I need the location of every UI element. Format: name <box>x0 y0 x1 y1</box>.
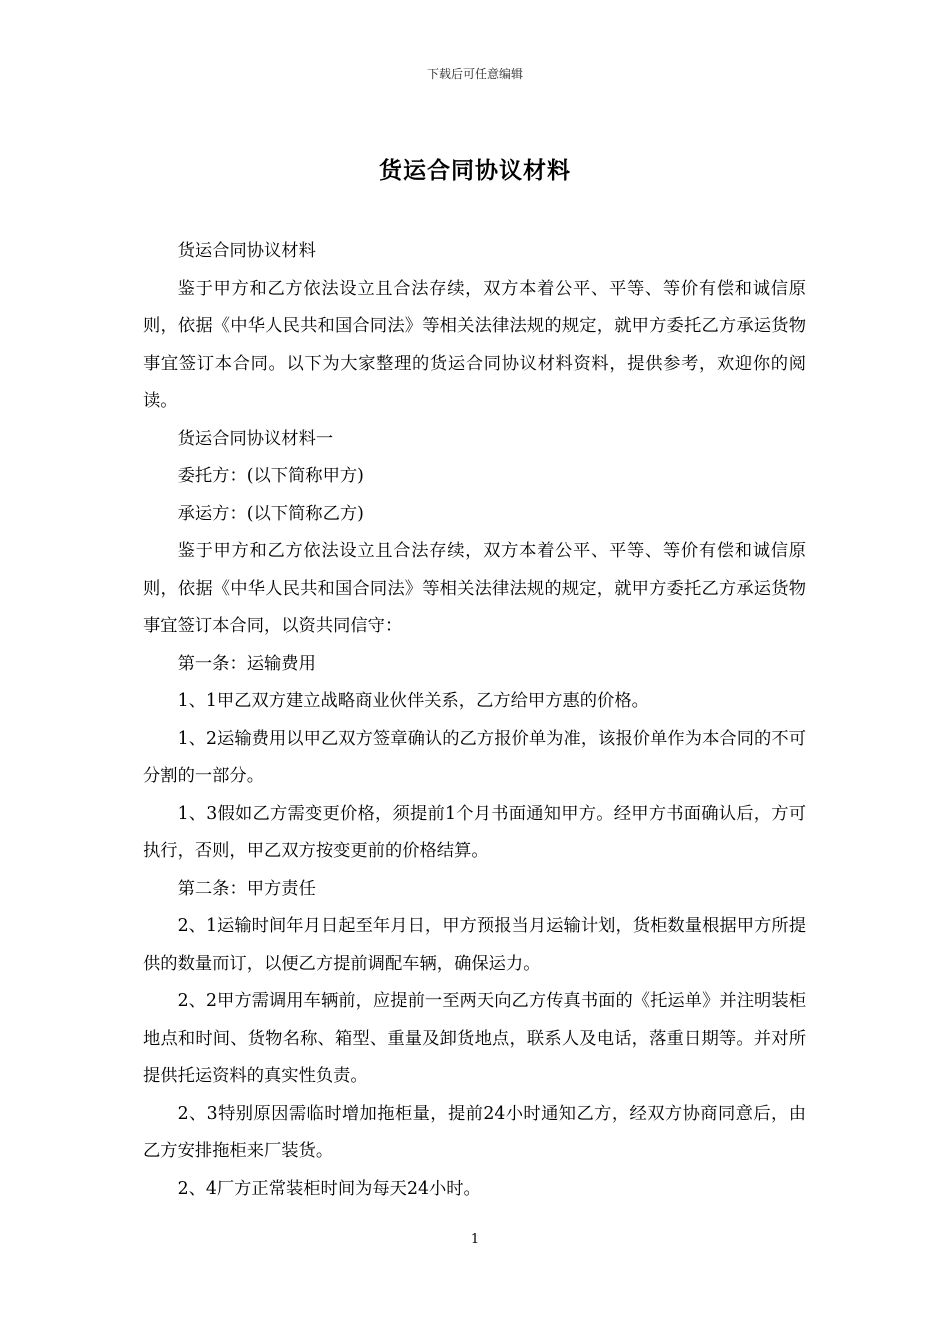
document-body <box>143 233 806 1208</box>
page-number: 1 <box>470 1232 480 1247</box>
paragraph: 1、2运输费用以甲乙双方签章确认的乙方报价单为准，该报价单作为本合同的不可分割的一部分。 <box>143 728 806 786</box>
paragraph: 承运方：(以下简称乙方) <box>177 503 364 524</box>
section-heading: 第一条：运输费用 <box>177 653 316 674</box>
paragraph: 2、2甲方需调用车辆前，应提前一至两天向乙方传真书面的《托运单》并注明装柜地点和时间、货物名称、箱型、重量及卸货地点，联系人及电话，落重日期等。并对所提供托运资料的真实性负责。 <box>143 991 806 1086</box>
paragraph: 1、3假如乙方需变更价格，须提前1个月书面通知甲方。经甲方书面确认后，方可执行，否则，甲乙双方按变更前的价格结算。 <box>143 803 806 861</box>
paragraph: 2、1运输时间年月日起至年月日，甲方预报当月运输计划，货柜数量根据甲方所提供的数量而订，以便乙方提前调配车辆，确保运力。 <box>143 916 806 974</box>
paragraph: 鉴于甲方和乙方依法设立且合法存续，双方本着公平、平等、等价有偿和诚信原则，依据《中华人民共和国合同法》等相关法律法规的规定，就甲方委托乙方承运货物事宜签订本合同。以下为大家整理的货运合同协议材料资料，提供参考，欢迎你的阅读。 <box>143 278 806 411</box>
document-title: 货运合同协议材料 <box>379 157 571 184</box>
paragraph: 鉴于甲方和乙方依法设立且合法存续，双方本着公平、平等、等价有偿和诚信原则，依据《中华人民共和国合同法》等相关法律法规的规定，就甲方委托乙方承运货物事宜签订本合同，以资共同信守： <box>143 541 806 636</box>
paragraph: 货运合同协议材料一 <box>177 428 334 449</box>
paragraph: 2、4厂方正常装柜时间为每天24小时。 <box>177 1178 481 1199</box>
paragraph: 委托方：(以下简称甲方) <box>177 466 364 486</box>
paragraph: 1、1甲乙双方建立战略商业伙伴关系，乙方给甲方惠的价格。 <box>177 691 649 711</box>
paragraph: 货运合同协议材料 <box>177 241 316 261</box>
section-heading: 第二条：甲方责任 <box>177 878 316 899</box>
page-header-note: 下载后可任意编辑 <box>426 67 523 81</box>
paragraph: 2、3特别原因需临时增加拖柜量，提前24小时通知乙方，经双方协商同意后，由乙方安排拖柜来厂装货。 <box>143 1103 806 1161</box>
